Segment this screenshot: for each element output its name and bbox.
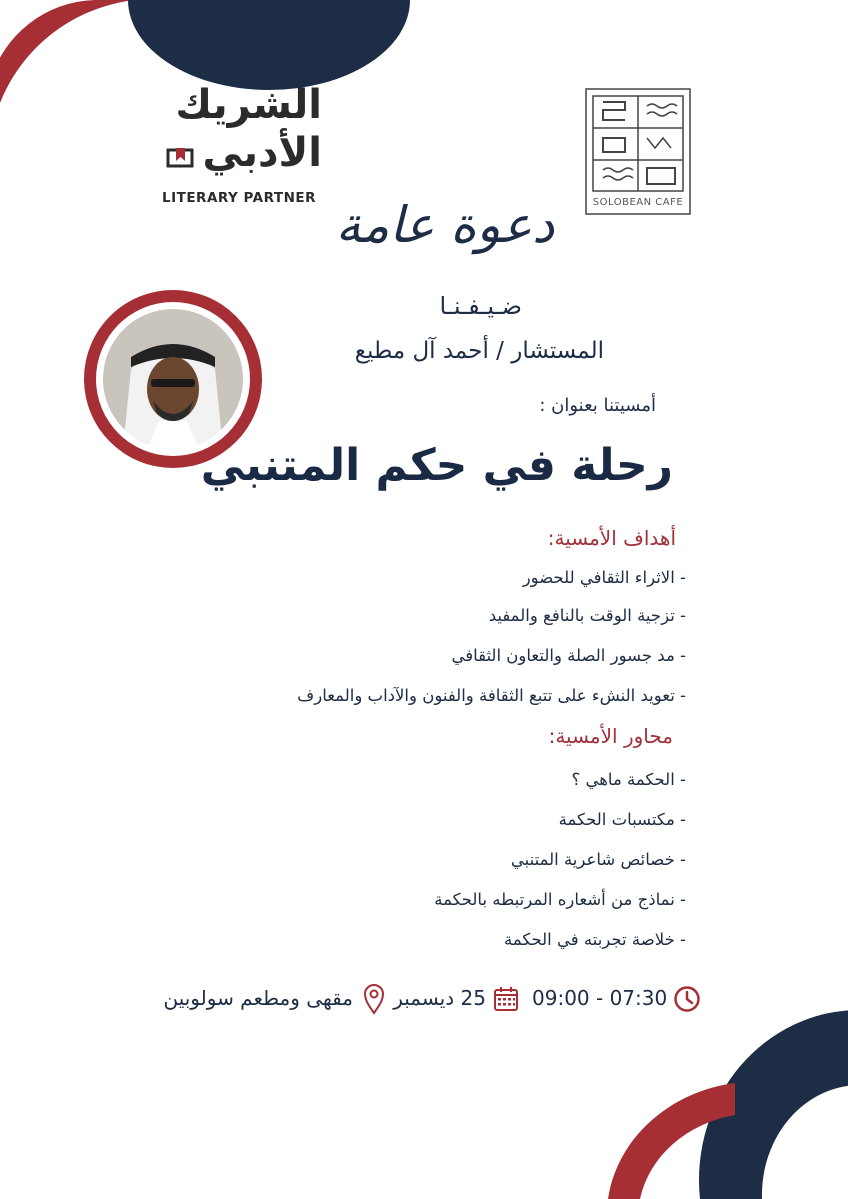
clock-icon [673,985,701,1013]
goal-item: - تعويد النشء على تتبع الثقافة والفنون والآداب والمعارف [297,686,686,705]
partner-logo-arabic-line2: الأدبي [202,130,322,176]
topic-item: - خلاصة تجربته في الحكمة [504,930,686,949]
goal-item: - مد جسور الصلة والتعاون الثقافي [451,646,686,665]
invitation-heading: دعوة عامة [335,196,555,254]
event-date: 25 ديسمبر [393,986,486,1010]
goal-item: - تزجية الوقت بالنافع والمفيد [488,606,686,625]
location-pin-icon [362,983,386,1015]
guest-name: المستشار / أحمد آل مطيع [354,338,604,364]
evening-title-label: أمسيتنا بعنوان : [539,395,656,416]
avatar [103,309,243,449]
goals-heading: أهداف الأمسية: [547,526,676,550]
topic-item: - مكتسبات الحكمة [558,810,686,829]
topic-item: - خصائص شاعرية المتنبي [510,850,686,869]
guest-label: ضـيـفـنـا [439,292,522,320]
event-time: 09:00 - 07:30 [532,986,668,1010]
goal-item: - الاثراء الثقافي للحضور [522,568,686,587]
partner-logo-arabic-line1: الشريك [175,82,322,128]
cafe-logo [585,88,691,215]
partner-logo-english: LITERARY PARTNER [162,190,317,206]
cafe-logo-name: SOLOBEAN CAFE [592,197,684,208]
topic-item: - نماذج من أشعاره المرتبطه بالحكمة [434,890,686,909]
event-location: مقهى ومطعم سولوبين [163,986,353,1010]
topic-item: - الحكمة ماهي ؟ [571,770,686,789]
book-icon [166,146,196,172]
topics-heading: محاور الأمسية: [548,724,673,748]
evening-title: رحلة في حكم المتنبي [200,440,673,491]
calendar-icon [492,985,520,1013]
